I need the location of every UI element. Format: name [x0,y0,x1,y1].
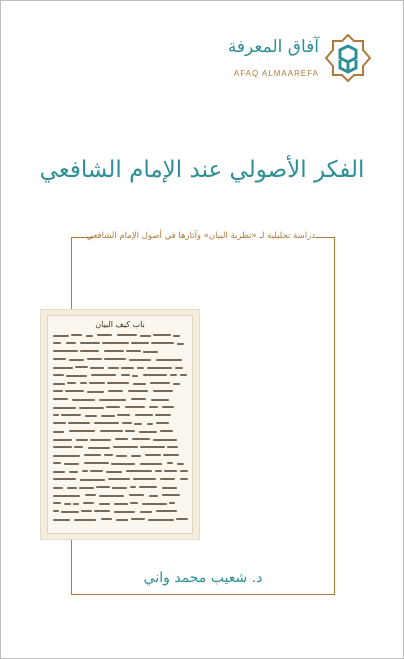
manuscript-handwriting-stroke [125,430,135,432]
manuscript-handwriting-stroke [169,502,175,504]
manuscript-handwriting-stroke [153,439,177,441]
manuscript-handwriting-stroke [104,358,126,360]
manuscript-handwriting-stroke [75,366,88,368]
manuscript-handwriting-stroke [160,430,173,432]
manuscript-handwriting-stroke [53,414,59,416]
manuscript-handwriting-stroke [160,478,175,480]
manuscript-handwriting-stroke [156,510,177,512]
manuscript-handwriting-stroke [170,374,177,376]
manuscript-handwriting-stroke [73,503,79,505]
manuscript-handwriting-stroke [162,487,177,489]
manuscript-handwriting-stroke [176,518,188,520]
manuscript-handwriting-stroke [147,367,172,369]
manuscript-handwriting-stroke [114,503,128,505]
manuscript-handwriting-stroke [142,503,167,505]
manuscript-handwriting-stroke [83,502,94,504]
manuscript-handwriting-stroke [66,375,87,377]
manuscript-handwriting-stroke [53,350,78,352]
manuscript-handwriting-stroke [53,398,68,400]
manuscript-handwriting-stroke [90,470,103,472]
manuscript-handwriting-stroke [180,374,187,376]
book-author: د. شعيب محمد واني [93,566,313,590]
manuscript-handwriting-stroke [84,454,101,456]
manuscript-handwriting-stroke [126,470,152,472]
manuscript-handwriting-stroke [53,439,72,441]
manuscript-handwriting-stroke [82,470,88,472]
manuscript-handwriting-stroke [67,382,76,384]
manuscript-handwriting-stroke [53,422,66,424]
manuscript-handwriting-stroke [153,334,171,336]
manuscript-handwriting-stroke [116,455,127,457]
manuscript-handwriting-stroke [107,382,129,384]
manuscript-handwriting-stroke [112,487,127,489]
manuscript-handwriting-stroke [167,446,178,448]
manuscript-handwriting-stroke [64,463,79,465]
manuscript-handwriting-stroke [80,382,87,384]
manuscript-handwriting-stroke [125,406,145,408]
manuscript-image [41,310,199,539]
manuscript-handwriting-stroke [133,478,156,480]
manuscript-handwriting-stroke [147,423,153,425]
manuscript-handwriting-stroke [133,383,146,385]
manuscript-handwriting-stroke [69,359,84,361]
manuscript-handwriting-stroke [53,367,73,369]
manuscript-handwriting-stroke [53,510,59,512]
manuscript-handwriting-stroke [71,334,82,336]
manuscript-handwriting-stroke [143,351,158,353]
manuscript-handwriting-stroke [149,495,158,497]
manuscript-handwriting-stroke [53,495,80,497]
manuscript-handwriting-stroke [162,494,180,496]
manuscript-handwriting-stroke [53,431,64,433]
manuscript-handwriting-stroke [135,414,153,416]
manuscript-handwriting-stroke [53,487,63,489]
manuscript-handwriting-stroke [85,494,96,496]
manuscript-handwriting-stroke [130,486,136,488]
manuscript-handwriting-stroke [150,382,170,384]
afaq-logo-icon [323,33,373,83]
manuscript-handwriting-stroke [66,342,76,344]
manuscript-handwriting-stroke [175,367,183,369]
manuscript-handwriting-stroke [148,519,174,521]
manuscript-handwriting-stroke [90,367,104,369]
manuscript-handwriting-stroke [88,447,110,449]
manuscript-handwriting-stroke [68,422,90,424]
manuscript-handwriting-stroke [53,519,70,521]
manuscript-handwriting-stroke [99,495,124,497]
manuscript-handwriting-stroke [162,406,174,408]
manuscript-handwriting-stroke [69,471,78,473]
manuscript-handwriting-stroke [69,430,95,432]
manuscript-handwriting-stroke [108,478,130,480]
manuscript-handwriting-stroke [90,439,111,441]
manuscript-handwriting-stroke [121,367,134,369]
manuscript-handwriting-stroke [151,342,174,344]
manuscript-handwriting-stroke [132,438,150,440]
manuscript-handwriting-stroke [139,486,157,488]
manuscript-handwriting-stroke [84,462,109,464]
manuscript-handwriting-stroke [130,502,138,504]
manuscript-handwriting-stroke [173,335,180,337]
manuscript-handwriting-stroke [72,399,95,401]
manuscript-handwriting-stroke [53,374,64,376]
manuscript-handwriting-stroke [87,391,104,393]
manuscript-handwriting-stroke [61,414,81,416]
manuscript-handwriting-stroke [91,374,116,376]
manuscript-handwriting-stroke [79,407,104,409]
manuscript-handwriting-stroke [134,423,142,425]
manuscript-handwriting-stroke [115,438,128,440]
manuscript-handwriting-stroke [53,335,69,337]
manuscript-handwriting-stroke [113,446,138,448]
manuscript-handwriting-stroke [53,407,76,409]
manuscript-handwriting-stroke [61,511,79,513]
manuscript-handwriting-stroke [53,383,65,385]
manuscript-handwriting-stroke [99,503,110,505]
manuscript-handwriting-stroke [76,439,88,441]
manuscript-handwriting-stroke [53,358,66,360]
manuscript-handwriting-stroke [104,454,113,456]
manuscript-handwriting-stroke [96,486,110,488]
manuscript-handwriting-stroke [145,454,161,456]
manuscript-handwriting-stroke [156,422,169,424]
manuscript-handwriting-stroke [99,399,126,401]
manuscript-handwriting-stroke [74,446,83,448]
manuscript-handwriting-stroke [140,446,165,448]
manuscript-handwriting-stroke [101,518,112,520]
manuscript-handwriting-stroke [140,511,152,513]
manuscript-handwriting-stroke [116,519,128,521]
manuscript-handwriting-stroke [53,478,76,480]
manuscript-handwriting-stroke [74,519,96,521]
manuscript-handwriting-stroke [53,502,61,504]
manuscript-handwriting-stroke [114,511,135,513]
manuscript-handwriting-stroke [155,414,171,416]
manuscript-handwriting-stroke [101,415,115,417]
manuscript-handwriting-stroke [53,462,61,464]
manuscript-handwriting-stroke [132,375,138,377]
manuscript-handwriting-stroke [80,342,100,344]
manuscript-handwriting-stroke [180,470,188,472]
book-title: الفكر الأصولي عند الإمام الشافعي [39,157,365,183]
manuscript-handwriting-stroke [80,479,105,481]
manuscript-handwriting-stroke [108,390,123,392]
manuscript-handwriting-stroke [128,390,148,392]
manuscript-handwriting-stroke [129,494,144,496]
manuscript-handwriting-stroke [139,431,157,433]
manuscript-handwriting-stroke [117,414,130,416]
publisher-name-english: AFAQ ALMAAREFA [233,69,319,78]
manuscript-handwriting-stroke [126,350,141,352]
manuscript-handwriting-stroke [80,350,99,352]
manuscript-handwriting-stroke [67,487,77,489]
manuscript-handwriting-stroke [129,359,151,361]
book-subtitle: دراسة تحليلية لـ «نظرية البيان» وآثارها في أصول الإمام الشافعي [93,228,315,244]
publisher-name-arabic: آفاق المعرفة [227,37,319,57]
manuscript-handwriting-stroke [81,510,92,512]
publisher-logo [223,31,373,87]
manuscript-handwriting-stroke [131,398,146,400]
manuscript-handwriting-stroke [163,454,179,456]
manuscript-handwriting-stroke [106,406,120,408]
manuscript-handwriting-stroke [53,471,65,473]
manuscript-handwriting-stroke [89,382,105,384]
manuscript-handwriting-stroke [177,463,184,465]
manuscript-handwriting-stroke [122,422,132,424]
manuscript-handwriting-stroke [131,342,149,344]
manuscript-handwriting-stroke [143,374,167,376]
manuscript-handwriting-stroke [108,367,119,369]
manuscript-handwriting-stroke [156,359,182,361]
manuscript-handwriting-stroke [94,510,110,512]
manuscript-handwriting-stroke [140,463,162,465]
manuscript-handwriting-stroke [102,342,129,344]
manuscript-handwriting-stroke [121,374,130,376]
manuscript-handwriting-stroke [94,422,119,424]
manuscript-handwriting-stroke [104,350,124,352]
manuscript-handwriting-stroke [100,430,123,432]
manuscript-handwriting-stroke [149,406,158,408]
manuscript-handwriting-stroke [106,471,122,473]
manuscript-handwriting-stroke [131,455,141,457]
manuscript-handwriting-stroke [117,334,137,336]
manuscript-handwriting-stroke [140,335,151,337]
manuscript-handwriting-stroke [79,487,94,489]
manuscript-handwriting-stroke [153,390,173,392]
manuscript-handwriting-stroke [53,455,80,457]
manuscript-handwriting-stroke [87,358,102,360]
manuscript-handwriting-stroke [167,462,173,464]
manuscript-handwriting-stroke [85,415,97,417]
manuscript-handwriting-stroke [53,342,61,344]
manuscript-handwriting-stroke [65,390,84,392]
manuscript-page [47,315,193,534]
manuscript-handwriting-stroke [86,335,93,337]
manuscript-handwriting-stroke [111,463,135,465]
manuscript-handwriting-stroke [53,390,63,392]
manuscript-handwriting-stroke [151,399,169,401]
manuscript-handwriting-stroke [97,334,112,336]
manuscript-handwriting-stroke [164,470,177,472]
manuscript-handwriting-stroke [64,503,71,505]
manuscript-handwriting-stroke [137,367,144,369]
manuscript-handwriting-stroke [173,383,180,385]
manuscript-handwriting-stroke [177,343,184,345]
manuscript-heading: باب كيف البيان [95,320,145,329]
manuscript-handwriting-stroke [53,446,72,448]
manuscript-handwriting-stroke [180,478,188,480]
manuscript-handwriting-stroke [131,518,145,520]
manuscript-handwriting-stroke [155,470,162,472]
